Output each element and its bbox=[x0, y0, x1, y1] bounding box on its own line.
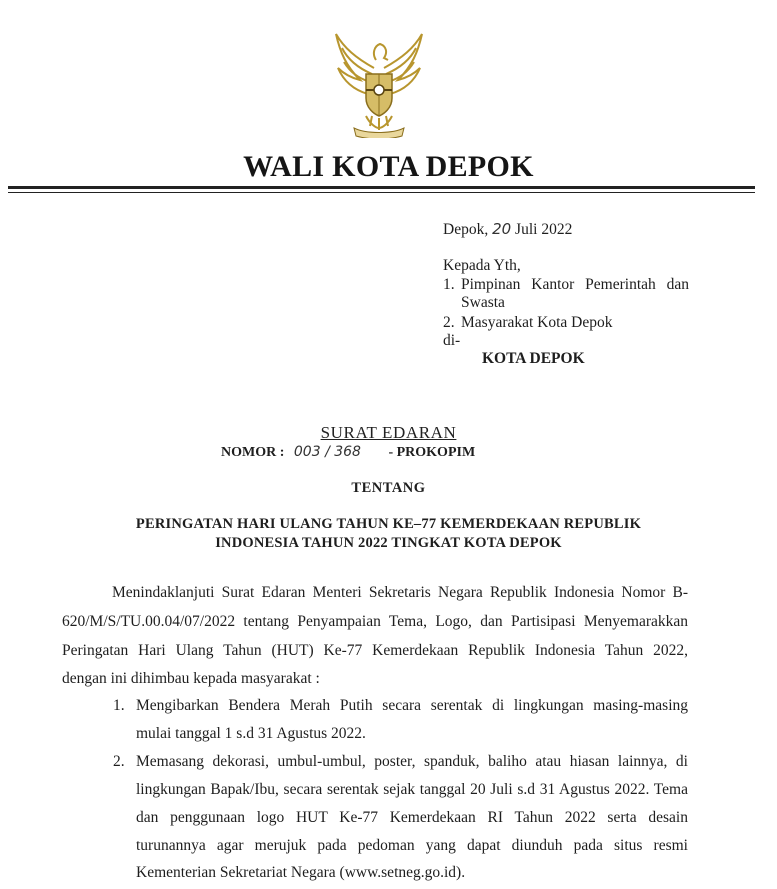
list-item-2-line-4: turunannya agar merujuk pada pedoman yang dapat diunduh pada situs resmi bbox=[136, 837, 688, 854]
place-date-prefix: Depok, bbox=[443, 221, 493, 238]
list-item-1-line-1: Mengibarkan Bendera Merah Putih secara serentak di lingkungan masing-masing bbox=[136, 697, 688, 714]
destination: KOTA DEPOK bbox=[482, 350, 585, 367]
recipient-number-2: 2. bbox=[443, 314, 455, 331]
recipient-2-line-1: Masyarakat Kota Depok bbox=[461, 314, 613, 331]
recipient-1-line-2: Swasta bbox=[461, 294, 505, 311]
recipient-1-line-1: Pimpinan Kantor Pemerintah dan bbox=[461, 276, 689, 293]
list-item-2-line-1: Memasang dekorasi, umbul-umbul, poster, spanduk, baliho atau hiasan lainnya, di bbox=[136, 753, 688, 770]
list-item-number-1: 1. bbox=[113, 697, 125, 714]
list-item-2-line-3: dan penggunaan logo HUT Ke-77 Kemerdekaan RI Tahun 2022 serta desain bbox=[136, 809, 688, 826]
circular-number-label: NOMOR : bbox=[221, 445, 285, 460]
garuda-emblem-icon bbox=[326, 28, 432, 138]
letterhead-divider-thin bbox=[8, 192, 755, 193]
recipient-number-1: 1. bbox=[443, 276, 455, 293]
list-item-2-line-2: lingkungan Bapak/Ibu, secara serentak sejak tanggal 20 Juli s.d 31 Agustus 2022. Tema bbox=[136, 781, 688, 798]
place-date bbox=[443, 219, 572, 240]
list-item-number-2: 2. bbox=[113, 753, 125, 770]
greeting: Kepada Yth, bbox=[443, 257, 521, 274]
circular-title: SURAT EDARAN bbox=[320, 423, 457, 442]
intro-line-3: Peringatan Hari Ulang Tahun (HUT) Ke-77 Kemerdekaan Republik Indonesia Tahun 2022, bbox=[62, 642, 688, 659]
subject-line-2: INDONESIA TAHUN 2022 TINGKAT KOTA DEPOK bbox=[215, 535, 562, 551]
list-item-2-line-5: Kementerian Sekretariat Negara (www.setneg.go.id). bbox=[136, 864, 466, 881]
date-month-year: Juli 2022 bbox=[511, 221, 573, 238]
list-item-1-line-2: mulai tanggal 1 s.d 31 Agustus 2022. bbox=[136, 725, 366, 742]
letterhead-divider-thick bbox=[8, 186, 755, 189]
circular-number bbox=[221, 443, 475, 462]
letterhead-title: WALI KOTA DEPOK bbox=[243, 150, 534, 183]
di-label: di- bbox=[443, 332, 461, 349]
intro-line-2: 620/M/S/TU.00.04/07/2022 tentang Penyampaian Tema, Logo, dan Partisipasi Menyemarakkan bbox=[62, 613, 688, 630]
date-day-handwritten: 20 bbox=[492, 220, 512, 238]
subject-line-1: PERINGATAN HARI ULANG TAHUN KE–77 KEMERDEKAAN REPUBLIK bbox=[135, 516, 642, 532]
intro-line-1: Menindaklanjuti Surat Edaran Menteri Sekretaris Negara Republik Indonesia Nomor B- bbox=[112, 584, 688, 601]
circular-number-suffix: - PROKOPIM bbox=[388, 445, 476, 460]
intro-line-4: dengan ini dihimbau kepada masyarakat : bbox=[62, 670, 320, 687]
circular-number-value: 003 / 368 bbox=[293, 444, 361, 460]
about-label: TENTANG bbox=[351, 480, 426, 496]
